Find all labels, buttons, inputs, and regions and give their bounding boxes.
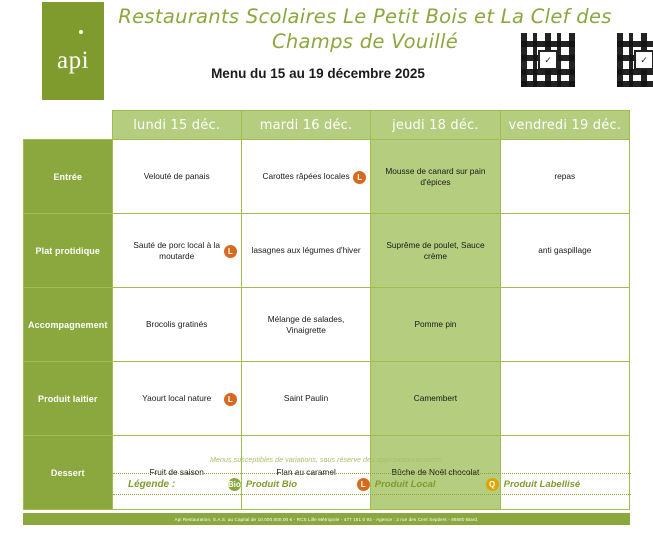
bio-badge-icon: Bio — [227, 479, 241, 489]
cell-text: Suprême de poulet, Sauce crème — [386, 239, 485, 261]
cell-text: Fruit de saison — [149, 467, 204, 477]
qr-center-glyph-2: ✓ — [634, 50, 653, 70]
cell-text: Mousse de canard sur pain d'épices — [385, 165, 486, 187]
cell-accompagnement-vendredi — [500, 288, 629, 362]
local-badge-icon: L — [224, 393, 237, 406]
table-row — [24, 140, 630, 214]
table-row — [24, 362, 630, 436]
label-badge-icon: Q — [486, 478, 499, 491]
table-header-row — [24, 111, 630, 140]
legend-item-labellise — [486, 478, 631, 491]
row-label-dessert: Dessert — [24, 436, 113, 510]
day-header-lundi: lundi 15 déc. — [112, 111, 241, 140]
table-corner-cell — [24, 111, 113, 140]
cell-text: repas — [554, 171, 576, 181]
cell-laitier-vendredi — [500, 362, 629, 436]
cell-accompagnement-lundi — [112, 288, 241, 362]
legend-item-local — [357, 478, 486, 491]
legend-title: Légende : — [128, 478, 176, 490]
api-logo — [42, 2, 104, 100]
row-label-plat-protidique: Plat protidique — [24, 214, 113, 288]
cell-accompagnement-jeudi — [371, 288, 500, 362]
cell-plat-mardi — [241, 214, 370, 288]
cell-text: Mélange de salades, Vinaigrette — [267, 313, 345, 335]
cell-text: Sauté de porc local à la moutarde — [133, 239, 221, 261]
table-row — [24, 214, 630, 288]
cell-entree-lundi — [112, 140, 241, 214]
cell-laitier-mardi — [241, 362, 370, 436]
cell-laitier-lundi — [112, 362, 241, 436]
local-badge-icon: L — [353, 171, 366, 184]
legend-label-local: Produit Local — [374, 478, 436, 490]
cell-entree-mardi — [241, 140, 370, 214]
cell-text: Yaourt local nature — [142, 393, 212, 403]
qr-code-icon-2 — [617, 33, 653, 87]
cell-text: Flan au caramel — [276, 467, 336, 477]
variation-note: Menus susceptibles de variations, sous réserve des approvisionnements. — [210, 455, 443, 464]
cell-accompagnement-mardi — [241, 288, 370, 362]
cell-text: Pomme pin — [414, 319, 457, 329]
day-header-mardi: mardi 16 déc. — [241, 111, 370, 140]
cell-text: Carottes râpées locales — [262, 171, 350, 181]
cell-text: anti gaspillage — [538, 245, 592, 255]
day-header-vendredi: vendredi 19 déc. — [500, 111, 629, 140]
local-badge-icon: L — [357, 478, 370, 491]
cell-laitier-jeudi — [371, 362, 500, 436]
cell-text: Brocolis gratinés — [146, 319, 208, 329]
qr-code-icon-1 — [521, 33, 575, 87]
row-label-accompagnement: Accompagnement — [24, 288, 113, 362]
legend-label-bio: Produit Bio — [245, 478, 298, 490]
cell-plat-vendredi — [500, 214, 629, 288]
page-title: Restaurants Scolaires Le Petit Bois et La Clef des Champs de Vouillé — [118, 5, 612, 53]
legend-label-labellise: Produit Labellisé — [503, 478, 581, 490]
page-header — [0, 0, 653, 104]
cell-text: Camembert — [413, 393, 458, 403]
menu-period-subtitle: Menu du 15 au 19 décembre 2025 — [211, 66, 425, 81]
row-label-produit-laitier: Produit laitier — [24, 362, 113, 436]
cell-text: Velouté de panais — [143, 171, 210, 181]
cell-text: lasagnes aux légumes d'hiver — [251, 245, 361, 255]
legend-item-bio — [228, 478, 357, 491]
logo-text: api — [56, 47, 90, 74]
table-row — [24, 288, 630, 362]
legend — [113, 473, 631, 495]
page-footer: Api Restauration, S.A.S. au Capital de 10.000.000,00 € - RCS Lille Métropole - 477 161 0 93 - Agence : 3 rue des Cent Septiers - 86580 Biard. — [23, 513, 630, 525]
row-label-entree: Entrée — [24, 140, 113, 214]
cell-entree-vendredi — [500, 140, 629, 214]
cell-plat-jeudi — [371, 214, 500, 288]
cell-plat-lundi — [112, 214, 241, 288]
day-header-jeudi: jeudi 18 déc. — [371, 111, 500, 140]
logo-dot-icon — [79, 30, 83, 34]
menu-table — [23, 110, 630, 510]
cell-entree-jeudi — [371, 140, 500, 214]
local-badge-icon: L — [224, 245, 237, 258]
cell-text: Bûche de Noël chocolat — [391, 467, 480, 477]
qr-center-glyph-1: ✓ — [538, 50, 558, 70]
cell-text: Saint Paulin — [283, 393, 329, 403]
